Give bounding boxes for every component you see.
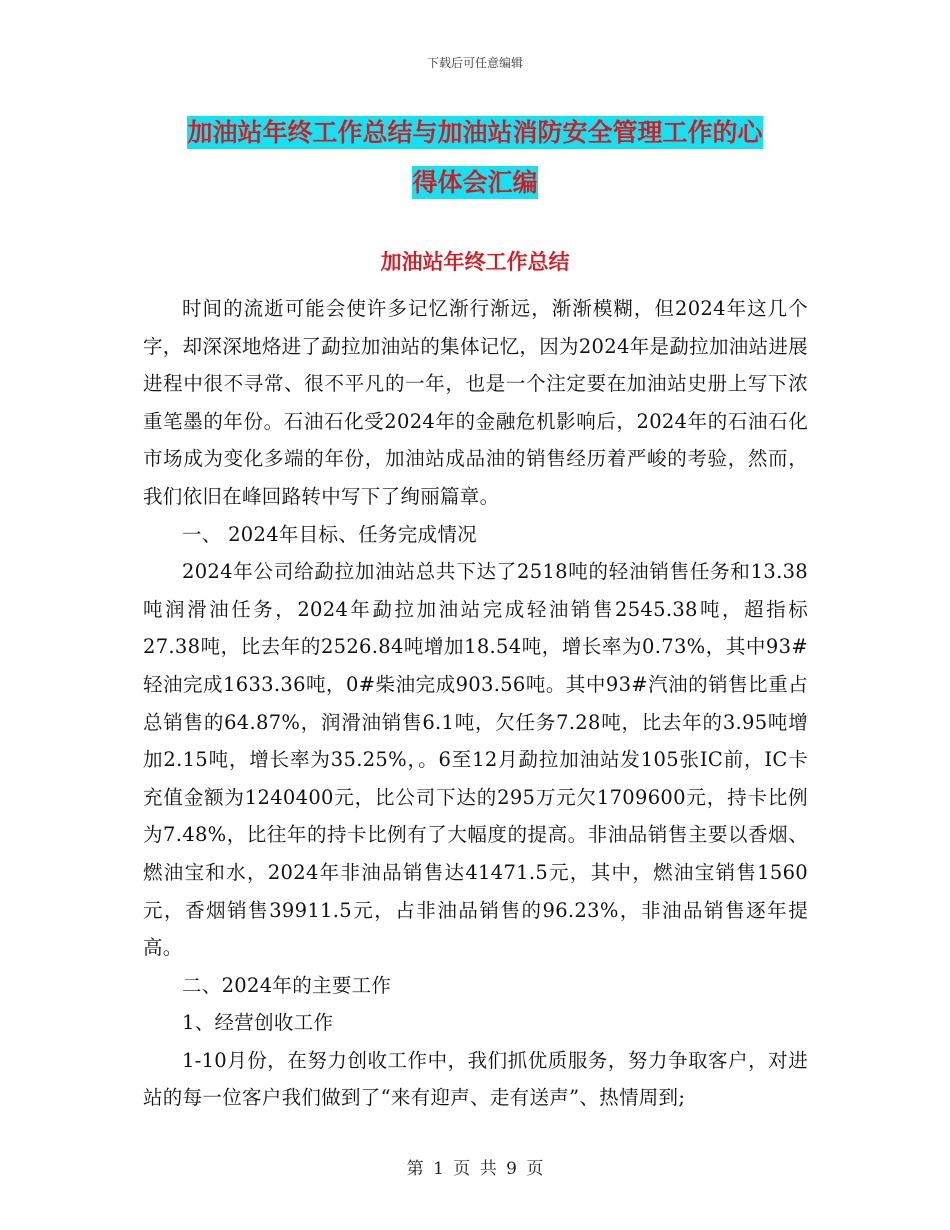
heading-main-work: 二、2024年的主要工作 [182, 973, 392, 997]
title-line-2: 得体会汇编 [412, 168, 538, 197]
header-note: 下载后可任意编辑 [426, 56, 523, 70]
document-title [140, 108, 810, 208]
title-line-1: 加油站年终工作总结与加油站消防安全管理工作的心 [187, 118, 763, 147]
heading-targets: 一、 2024年目标、任务完成情况 [182, 522, 477, 546]
heading-operations: 1、经营创收工作 [182, 1011, 334, 1035]
paragraph-targets: 2024年公司给勐拉加油站总共下达了2518吨的轻油销售任务和13.38吨润滑油任务，2024年勐拉加油站完成轻油销售2545.38吨，超指标27.38吨，比去年的2526.84吨增加18.54吨，增长率为0.73%，其中93#轻油完成1633.36吨，0#柴油完成903.56吨。其中93#汽油的销售比重占总销售的64.87%，润滑油销售6.1吨，欠任务7.28吨，比去年的3.95吨增加2.15吨，增长率为35.25%，。6至12月勐拉加油站发105张IC前，IC卡充值金额为1240400元，比公司下达的295万元欠1709600元，持卡比例为7.48%，比往年的持卡比例有了大幅度的提高。非油品销售主要以香烟、燃油宝和水，2024年非油品销售达41471.5元，其中，燃油宝销售1560元，香烟销售39911.5元，占非油品销售的96.23%，非油品销售逐年提高。 [143, 560, 808, 960]
paragraph-intro: 时间的流逝可能会使许多记忆渐行渐远，渐渐模糊，但2024年这几个字，却深深地烙进了勐拉加油站的集体记忆，因为2024年是勐拉加油站进展进程中很不寻常、很不平凡的一年，也是一个注定要在加油站史册上写下浓重笔墨的年份。石油石化受2024年的金融危机影响后，2024年的石油石化市场成为变化多端的年份，加油站成品油的销售经历着严峻的考验，然而，我们依旧在峰回路转中写下了绚丽篇章。 [143, 297, 808, 508]
document-body [143, 290, 808, 1117]
paragraph-operations: 1-10月份，在努力创收工作中，我们抓优质服务，努力争取客户，对进站的每一位客户我们做到了“来有迎声、走有送声”、热情周到; [143, 1048, 808, 1110]
section-title: 加油站年终工作总结 [380, 249, 570, 274]
page-footer: 第 1 页 共 9 页 [406, 1159, 544, 1179]
